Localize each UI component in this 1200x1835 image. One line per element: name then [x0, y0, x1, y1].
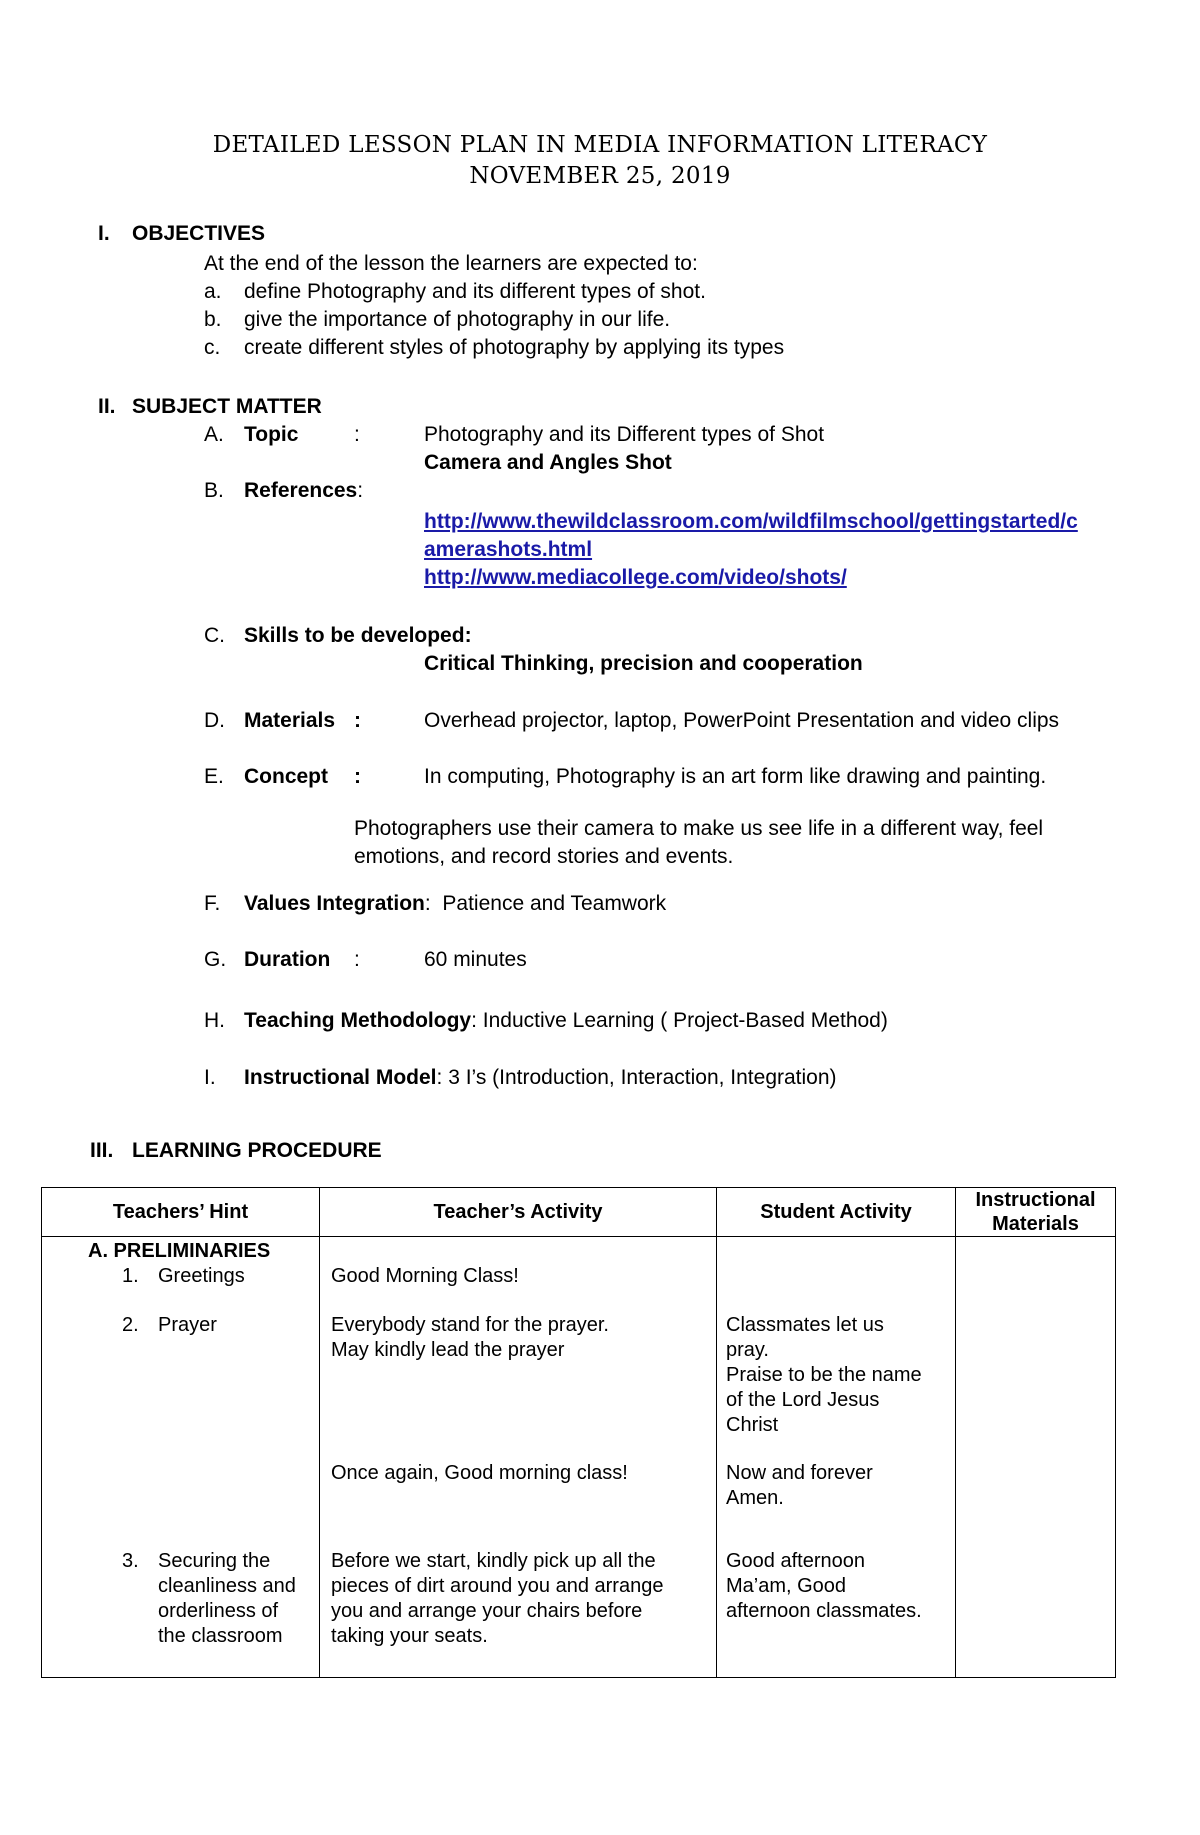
topic-value: Photography and its Different types of Shot: [424, 423, 825, 446]
learning-procedure-table: [41, 1187, 1116, 1678]
item-label: Values Integration: [244, 892, 425, 915]
hint-greetings: Greetings: [158, 1265, 245, 1287]
teacher-prayer-line-2: May kindly lead the prayer: [331, 1339, 565, 1361]
concept-colon: :: [354, 765, 361, 788]
student-prayer-line-2: pray.: [726, 1339, 769, 1361]
item-value: 3 I’s (Introduction, Interaction, Integration): [448, 1066, 837, 1089]
student-prayer-line-5: Christ: [726, 1414, 779, 1436]
references-label: [204, 477, 363, 505]
column-header-teachers-activity: Teacher’s Activity: [320, 1188, 717, 1237]
materials-label: [204, 707, 335, 735]
item-label: Teaching Methodology: [244, 1009, 472, 1032]
instructional-model: [204, 1064, 837, 1092]
item-letter: C.: [204, 624, 225, 647]
item-label: Topic: [244, 423, 299, 446]
table-row: [42, 1237, 1116, 1678]
objective-item: [204, 334, 784, 362]
student-amen-line-1: Now and forever: [726, 1462, 873, 1484]
column-header-student-activity: Student Activity: [717, 1188, 956, 1237]
teaching-methodology: [204, 1007, 888, 1035]
objective-letter: b.: [204, 308, 222, 331]
objective-item: [204, 278, 706, 306]
item-colon: :: [436, 1066, 443, 1089]
student-greeting-line-2: Ma’am, Good: [726, 1575, 847, 1597]
learning-procedure-heading: [90, 1137, 382, 1165]
hint-number: 3.: [122, 1550, 139, 1572]
preliminaries-heading: A. PRELIMINARIES: [88, 1240, 271, 1262]
reference-link-1-cont[interactable]: [424, 536, 592, 564]
item-colon: :: [424, 892, 431, 915]
hint-cleanliness-line-4: the classroom: [158, 1625, 283, 1647]
table-header-row: [42, 1188, 1116, 1237]
student-activity-cell: [717, 1237, 956, 1678]
item-label: Duration: [244, 948, 331, 971]
objective-text: give the importance of photography in our life.: [244, 308, 671, 331]
item-letter: G.: [204, 948, 227, 971]
item-letter: E.: [204, 765, 224, 788]
document-title-block: [0, 130, 1200, 192]
values-integration: [204, 890, 666, 918]
item-colon: :: [471, 1009, 477, 1032]
objectives-numeral: I.: [98, 222, 110, 245]
column-header-instructional-materials: [956, 1188, 1116, 1237]
subject-matter-numeral: II.: [98, 395, 116, 418]
reference-link-1-line-1[interactable]: http://www.thewildclassroom.com/wildfilmschool/gettingstarted/c: [424, 510, 1078, 533]
column-header-line-2: Materials: [992, 1213, 1079, 1235]
reference-link-1[interactable]: [424, 508, 1078, 536]
objective-text: create different styles of photography by applying its types: [244, 336, 785, 359]
subject-matter-heading: [98, 393, 322, 421]
objective-text: define Photography and its different types of shot.: [244, 280, 706, 303]
student-prayer-line-4: of the Lord Jesus: [726, 1389, 880, 1411]
objectives-heading-text: OBJECTIVES: [132, 222, 266, 245]
item-label: Instructional Model: [244, 1066, 437, 1089]
item-label: Materials: [244, 709, 336, 732]
column-header-line-1: Instructional: [975, 1189, 1096, 1211]
item-label: References: [244, 479, 358, 502]
item-letter: B.: [204, 479, 224, 502]
item-letter: A.: [204, 423, 224, 446]
duration-value: 60 minutes: [424, 948, 527, 971]
materials-value: Overhead projector, laptop, PowerPoint Presentation and video clips: [424, 709, 1060, 732]
hint-cleanliness-line-1: Securing the: [158, 1550, 271, 1572]
teacher-cleanliness-line-1: Before we start, kindly pick up all the: [331, 1550, 656, 1572]
teacher-cleanliness-line-3: you and arrange your chairs before: [331, 1600, 643, 1622]
teacher-cleanliness-line-2: pieces of dirt around you and arrange: [331, 1575, 664, 1597]
teacher-greeting: Good Morning Class!: [331, 1265, 519, 1287]
student-prayer-line-3: Praise to be the name: [726, 1364, 922, 1386]
hint-number: 2.: [122, 1314, 139, 1336]
hint-cleanliness-line-3: orderliness of: [158, 1600, 279, 1622]
item-letter: H.: [204, 1009, 225, 1032]
concept-paragraph-line-2: emotions, and record stories and events.: [354, 845, 734, 868]
teacher-greeting-again: Once again, Good morning class!: [331, 1462, 628, 1484]
item-letter: F.: [204, 892, 221, 915]
teacher-cleanliness-line-4: taking your seats.: [331, 1625, 488, 1647]
item-letter: I.: [204, 1066, 216, 1089]
student-amen-line-2: Amen.: [726, 1487, 784, 1509]
teacher-prayer-line-1: Everybody stand for the prayer.: [331, 1314, 609, 1336]
hint-number: 1.: [122, 1265, 139, 1287]
item-value: Patience and Teamwork: [442, 892, 667, 915]
document-date: NOVEMBER 25, 2019: [469, 163, 731, 189]
skills-value: Critical Thinking, precision and cooperation: [424, 652, 863, 675]
topic-colon: :: [354, 423, 360, 446]
materials-colon: :: [354, 709, 361, 732]
objectives-intro: At the end of the lesson the learners are expected to:: [204, 252, 698, 275]
hint-cleanliness-line-2: cleanliness and: [158, 1575, 296, 1597]
duration-colon: :: [354, 948, 360, 971]
student-greeting-line-3: afternoon classmates.: [726, 1600, 922, 1622]
objectives-heading: [98, 220, 265, 248]
document-title: DETAILED LESSON PLAN IN MEDIA INFORMATION LITERACY: [212, 132, 988, 158]
topic-subvalue: Camera and Angles Shot: [424, 451, 672, 474]
concept-label: [204, 763, 328, 791]
objective-letter: c.: [204, 336, 221, 359]
subject-matter-heading-text: SUBJECT MATTER: [132, 395, 322, 418]
skills-label: [204, 622, 472, 650]
reference-link-2[interactable]: [424, 564, 847, 592]
concept-paragraph-line-1: Photographers use their camera to make us see life in a different way, feel: [354, 817, 1044, 840]
reference-link-2-text[interactable]: http://www.mediacollege.com/video/shots/: [424, 566, 847, 589]
objective-letter: a.: [204, 280, 222, 303]
hint-prayer: Prayer: [158, 1314, 217, 1336]
reference-link-1-line-2[interactable]: amerashots.html: [424, 538, 593, 561]
objective-item: [204, 306, 670, 334]
concept-value: In computing, Photography is an art form like drawing and painting.: [424, 765, 1047, 788]
procedure-numeral: III.: [90, 1139, 114, 1162]
teachers-activity-cell: [320, 1237, 717, 1678]
item-value: Inductive Learning ( Project-Based Method): [482, 1009, 888, 1032]
student-prayer-line-1: Classmates let us: [726, 1314, 884, 1336]
item-colon: :: [357, 479, 364, 502]
item-label: Concept: [244, 765, 328, 788]
item-colon: :: [464, 624, 472, 647]
column-header-teachers-hint: Teachers’ Hint: [42, 1188, 320, 1237]
topic-label: [204, 421, 298, 449]
duration-label: [204, 946, 330, 974]
item-label: Skills to be developed: [244, 624, 465, 647]
teachers-hint-cell: [42, 1237, 320, 1678]
student-greeting-line-1: Good afternoon: [726, 1550, 865, 1572]
item-letter: D.: [204, 709, 225, 732]
instructional-materials-cell: [956, 1237, 1116, 1678]
procedure-heading-text: LEARNING PROCEDURE: [132, 1139, 382, 1162]
